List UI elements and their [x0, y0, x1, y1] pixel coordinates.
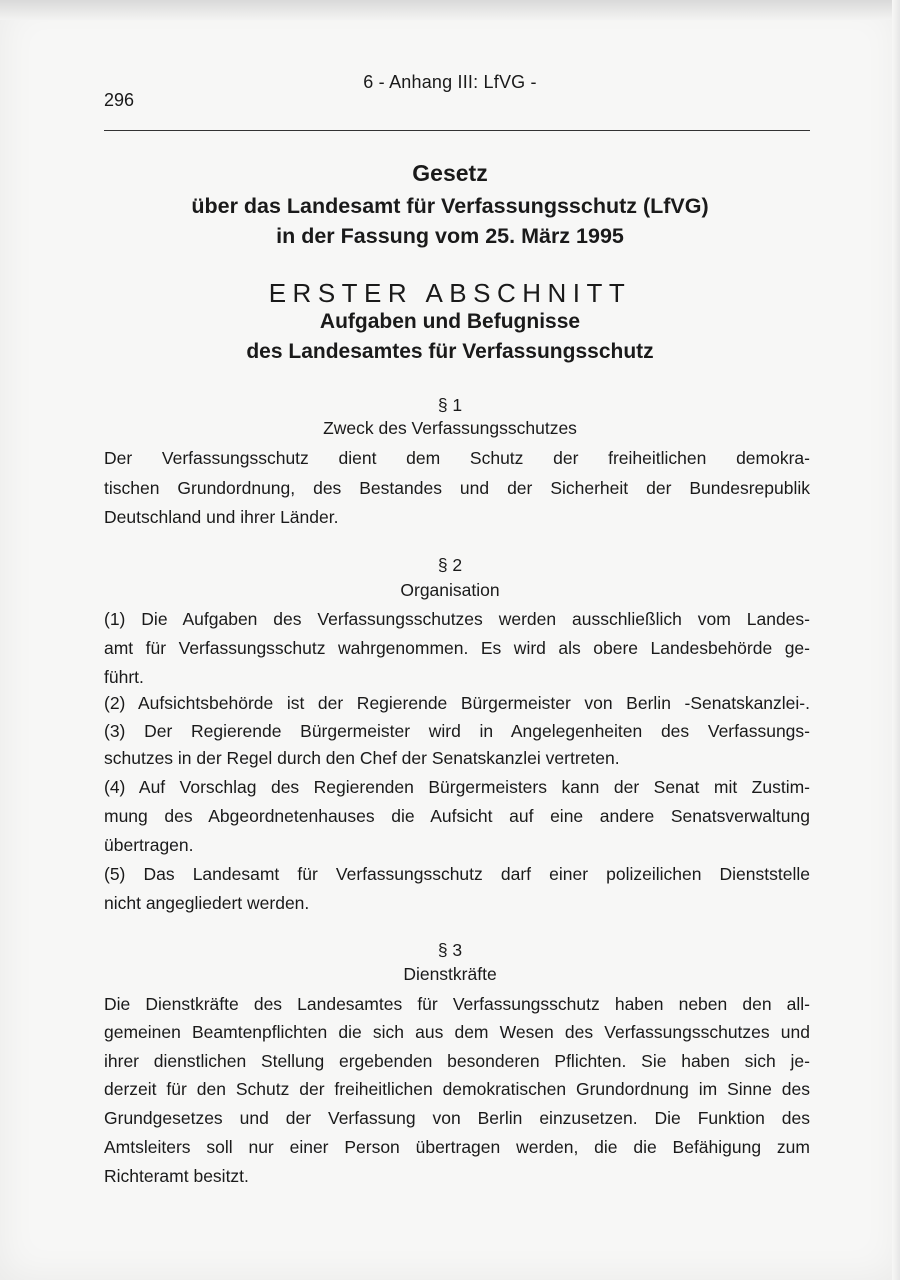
paragraph-3-title: Dienstkräfte [403, 964, 497, 984]
paragraph-2-number: § 2 [437, 555, 463, 575]
paragraph-2-title: Organisation [400, 580, 500, 600]
paragraph-2-line: mung des Abgeordnetenhauses die Aufsicht auf eine andere Senatsverwaltung [104, 806, 810, 826]
paragraph-1-line: tischen Grundordnung, des Bestandes und der Sicherheit der Bundesrepublik [104, 478, 810, 498]
paragraph-2-line: (2) Aufsichtsbehörde ist der Regierende Bürgermeister von Berlin -Senatskanzlei-. [104, 693, 810, 713]
section-heading: ERSTER ABSCHNITT [268, 278, 632, 308]
section-subtitle-line-2: des Landesamtes für Verfassungsschutz [246, 340, 654, 363]
paragraph-1-line: Deutschland und ihrer Länder. [104, 507, 339, 527]
law-title-line-2: über das Landesamt für Verfassungsschutz (LfVG) [191, 194, 709, 218]
paragraph-2-line: (3) Der Regierende Bürgermeister wird in Angelegenheiten des Verfassungs- [104, 721, 810, 741]
paragraph-2-line: übertragen. [104, 835, 194, 855]
scan-shadow-right [892, 0, 900, 1280]
law-title-line-3: in der Fassung vom 25. März 1995 [276, 224, 624, 248]
paragraph-3-line: gemeinen Beamtenpflichten die sich aus dem Wesen des Verfassungsschutzes und [104, 1022, 810, 1042]
paragraph-2-line: (4) Auf Vorschlag des Regierenden Bürgermeisters kann der Senat mit Zustim- [104, 777, 810, 797]
paragraph-3-line: derzeit für den Schutz der freiheitlichen demokratischen Grundordnung im Sinne des [104, 1079, 810, 1099]
header-rule [104, 130, 810, 131]
paragraph-2-line: führt. [104, 667, 144, 687]
paragraph-2-line: schutzes in der Regel durch den Chef der Senatskanzlei vertreten. [104, 748, 620, 768]
paragraph-1-title: Zweck des Verfassungsschutzes [323, 418, 577, 438]
paragraph-2-line: (1) Die Aufgaben des Verfassungsschutzes werden ausschließlich vom Landes- [104, 609, 810, 629]
paragraph-2-line: (5) Das Landesamt für Verfassungsschutz darf einer polizeilichen Dienststelle [104, 864, 810, 884]
paragraph-3-line: Richteramt besitzt. [104, 1166, 249, 1186]
paragraph-1-line: Der Verfassungsschutz dient dem Schutz der freiheitlichen demokra- [104, 448, 810, 468]
running-header: 6 - Anhang III: LfVG - [363, 72, 537, 92]
paragraph-3-line: Grundgesetzes und der Verfassung von Berlin einzusetzen. Die Funktion des [104, 1108, 810, 1128]
paragraph-2-line: nicht angegliedert werden. [104, 893, 310, 913]
paragraph-2-line: amt für Verfassungsschutz wahrgenommen. Es wird als obere Landesbehörde ge- [104, 638, 810, 658]
paragraph-3-line: Amtsleiters soll nur einer Person übertragen werden, die die Befähigung zum [104, 1137, 810, 1157]
law-title-line-1: Gesetz [412, 160, 488, 186]
paragraph-1-number: § 1 [437, 395, 463, 415]
page-number: 296 [104, 90, 135, 110]
paragraph-3-line: Die Dienstkräfte des Landesamtes für Verfassungsschutz haben neben den all- [104, 994, 810, 1014]
paragraph-3-line: ihrer dienstlichen Stellung ergebenden besonderen Pflichten. Sie haben sich je- [104, 1051, 810, 1071]
section-subtitle-line-1: Aufgaben und Befugnisse [319, 310, 581, 333]
scan-shadow-top [0, 0, 900, 20]
paragraph-3-number: § 3 [437, 940, 463, 960]
